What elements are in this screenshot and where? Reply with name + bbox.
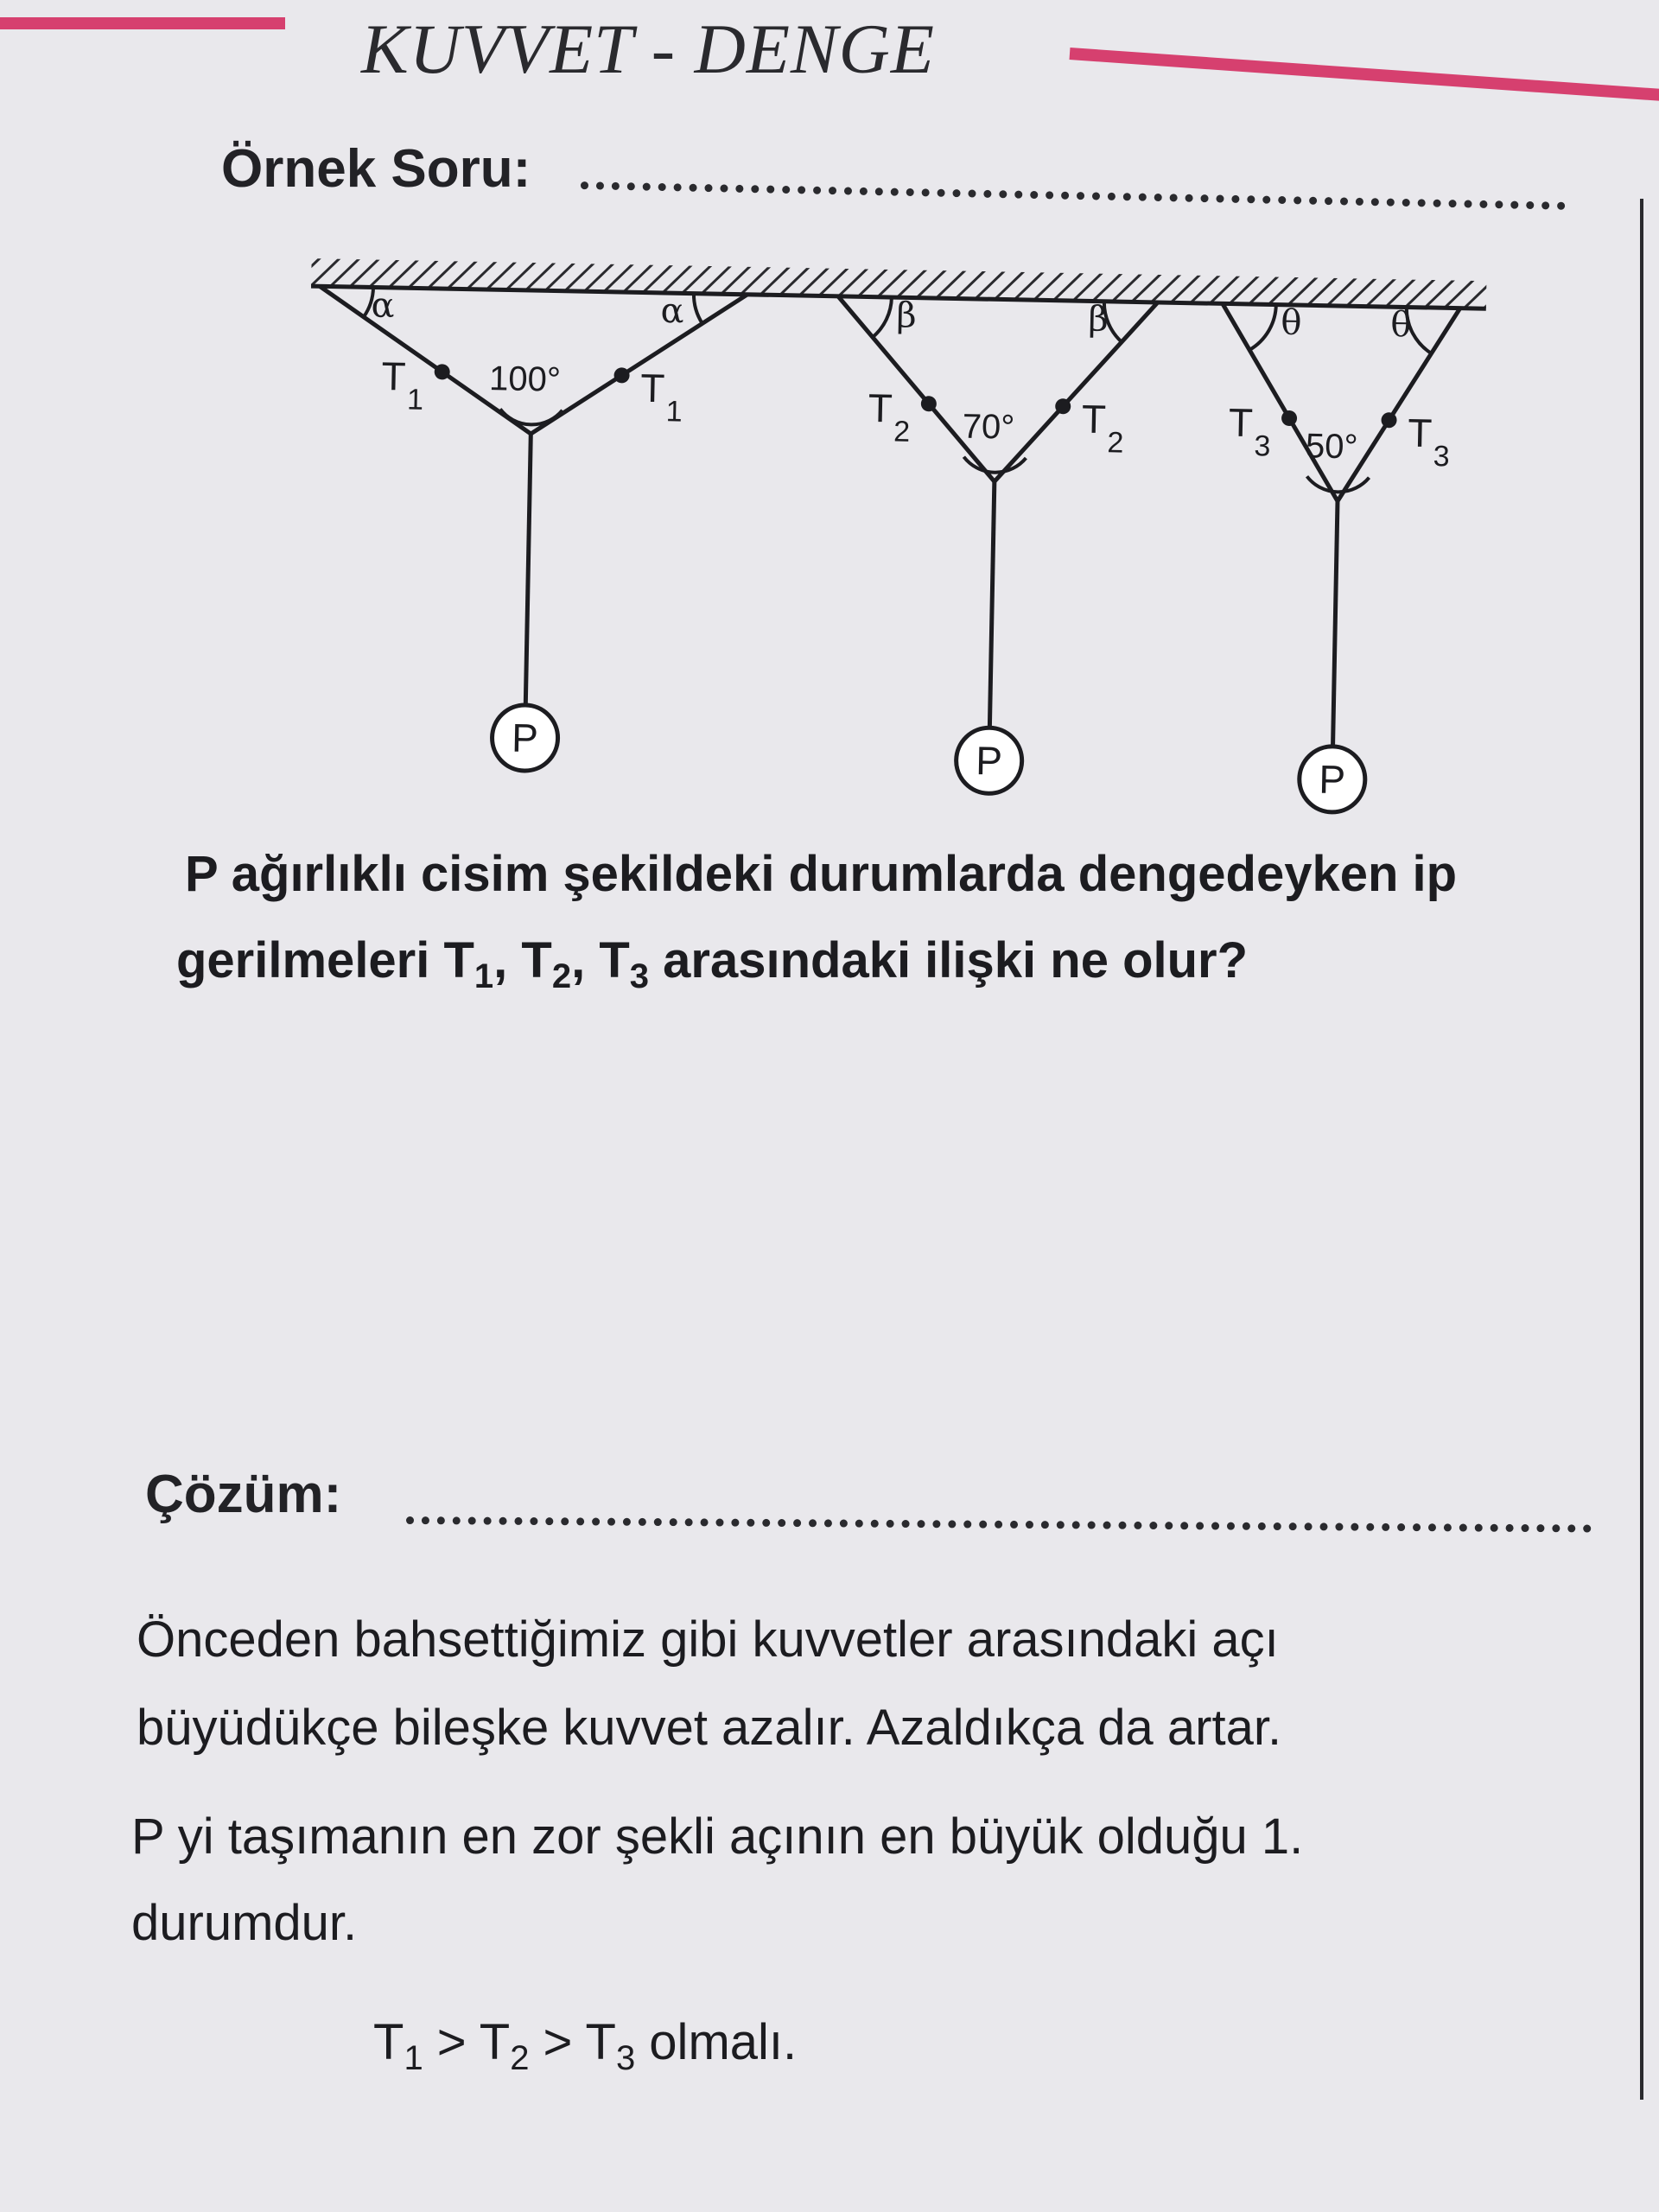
angle-arc-left-2 — [873, 297, 892, 338]
solution-dotted-leader — [406, 1516, 1592, 1533]
apex-angle-label-1: 100° — [488, 359, 562, 399]
question-line-2: gerilmeleri $T_1$, $T_2$, $T_3$ arasındaki ilişki ne olur? — [176, 932, 1249, 995]
solution-heading: Çözüm: — [145, 1465, 342, 1524]
side-angle-label-right-1: α — [660, 290, 685, 332]
angle-arc-right-1 — [693, 294, 702, 324]
side-angle-label-left-1: α — [371, 285, 396, 326]
tension-label-right-3: T — [1407, 410, 1433, 456]
tension-label-left-3: T — [1228, 399, 1254, 446]
solution-paragraph-1-line-2: büyüdükçe bileşke kuvvet azalır. Azaldıkça da artar. — [137, 1700, 1282, 1756]
tension-label-left-1: T — [381, 353, 407, 399]
side-angle-label-left-3: θ — [1280, 302, 1302, 344]
tension-subscript-left-3: 3 — [1254, 429, 1271, 463]
apex-angle-label-2: 70° — [962, 407, 1015, 447]
tension-label-right-1: T — [639, 365, 665, 411]
solution-paragraph-2-line-1: P yi taşımanın en zor şekli açının en büyük olduğu 1. — [131, 1808, 1304, 1865]
example-heading: Örnek Soru: — [221, 139, 531, 199]
apex-angle-arc-3 — [1306, 476, 1369, 493]
solution-paragraph-2-line-2: durumdur. — [131, 1895, 358, 1951]
tension-label-left-2: T — [868, 385, 893, 431]
rope-vertical-1 — [525, 434, 531, 705]
tension-subscript-right-3: 3 — [1433, 440, 1451, 474]
weight-label-1: P — [511, 715, 539, 761]
tension-subscript-left-2: 2 — [893, 415, 911, 448]
apex-angle-label-3: 50° — [1305, 427, 1358, 467]
side-angle-label-right-3: θ — [1389, 305, 1412, 346]
rope-right-1 — [531, 290, 747, 438]
solution-paragraph-1-line-1: Önceden bahsettiğimiz gibi kuvvetler arasındaki açı — [137, 1611, 1279, 1668]
tension-subscript-right-1: 1 — [665, 395, 683, 429]
weight-label-3: P — [1318, 756, 1346, 803]
tension-subscript-left-1: 1 — [406, 383, 424, 416]
tension-label-right-2: T — [1081, 396, 1107, 442]
side-angle-label-right-2: β — [1088, 299, 1109, 340]
angle-arc-left-3 — [1249, 304, 1276, 351]
rope-right-2 — [995, 299, 1158, 485]
question-line-1: P ağırlıklı cisim şekildeki durumlarda dengedeyken ip — [185, 846, 1458, 902]
tension-subscript-right-2: 2 — [1107, 426, 1124, 460]
page-title: KUVVET - DENGE — [361, 10, 935, 88]
rope-vertical-3 — [1333, 501, 1338, 747]
side-angle-label-left-2: β — [896, 296, 918, 336]
weight-label-2: P — [975, 738, 1003, 784]
rope-vertical-2 — [989, 481, 994, 728]
force-diagram — [0, 0, 1659, 830]
apex-angle-arc-1 — [500, 409, 563, 425]
solution-formula: $T_1 > T_2 > T_3$ olmalı. — [373, 2014, 798, 2077]
